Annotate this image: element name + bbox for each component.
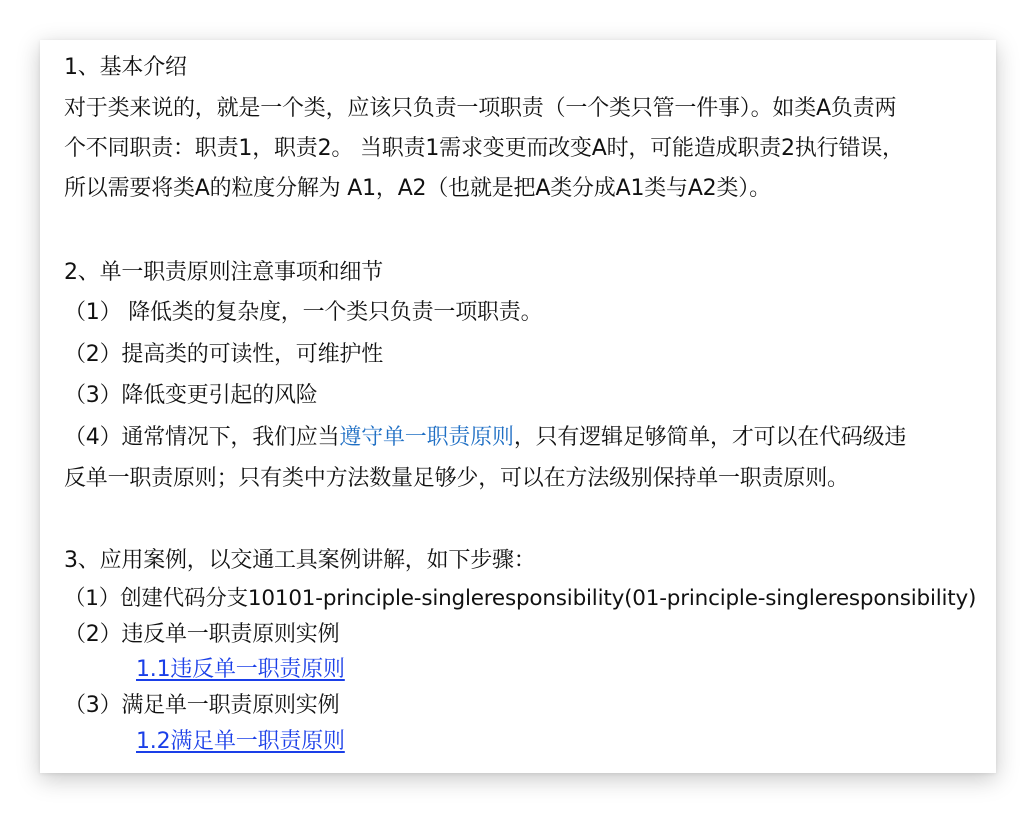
link-violate-srp[interactable]: 1.1违反单一职责原则 [136, 657, 345, 682]
section2-heading: 2、单一职责原则注意事项和细节 [64, 260, 383, 285]
section1-line-1: 对于类来说的，就是一个类，应该只负责一项职责（一个类只管一件事）。如类A负责两 [64, 96, 897, 121]
section1-line-2: 个不同职责：职责1，职责2。 当职责1需求变更而改变A时，可能造成职责2执行错误， [64, 136, 904, 161]
section2-item-4-line-2: 反单一职责原则；只有类中方法数量足够少，可以在方法级别保持单一职责原则。 [64, 466, 849, 491]
section3-step-1-text: （1）创建代码分支10101-principle-singleresponsibility(01-principle-singleresponsibility) [64, 586, 977, 611]
section2-item-4-suffix: ，只有逻辑足够简单，才可以在代码级违 [513, 425, 907, 450]
section1-heading: 1、基本介绍 [64, 55, 187, 80]
section2-item-4-prefix: （4）通常情况下，我们应当 [64, 425, 340, 450]
section1-line-3: 所以需要将类A的粒度分解为 A1，A2（也就是把A类分成A1类与A2类）。 [64, 176, 771, 201]
section3-step-1 [64, 588, 976, 610]
content-card [40, 40, 996, 773]
section3-heading: 3、应用案例，以交通工具案例讲解，如下步骤： [64, 548, 536, 573]
section2-item-3: （3）降低变更引起的风险 [64, 383, 318, 408]
section3-step-2: （2）违反单一职责原则实例 [64, 622, 340, 647]
section3-step-3: （3）满足单一职责原则实例 [64, 693, 340, 718]
section2-item-4-highlight: 遵守单一职责原则 [339, 425, 514, 450]
section2-item-1: （1） 降低类的复杂度，一个类只负责一项职责。 [64, 300, 543, 325]
link-satisfy-srp[interactable]: 1.2满足单一职责原则 [136, 729, 345, 754]
section2-item-4 [64, 427, 906, 449]
section2-item-2: （2）提高类的可读性，可维护性 [64, 342, 383, 367]
